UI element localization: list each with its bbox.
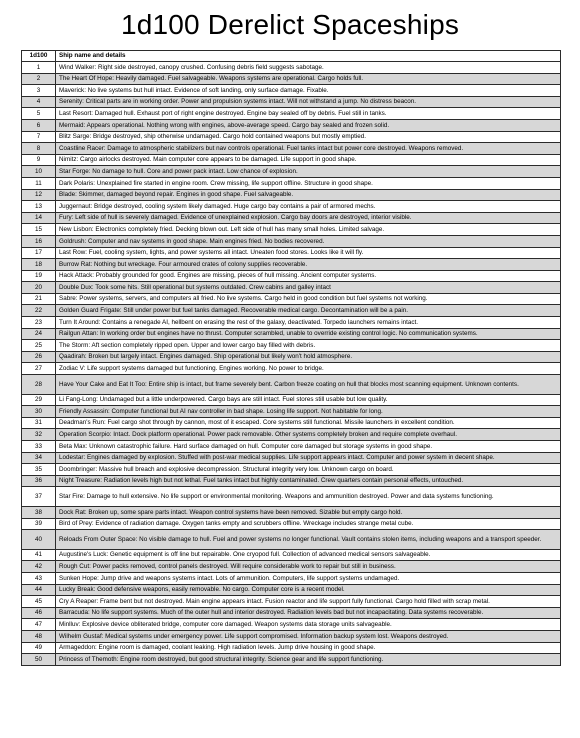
table-header-row <box>22 51 561 62</box>
roll-number: 18 <box>22 259 56 271</box>
table-row <box>22 584 561 596</box>
ship-details: Operation Scorpio: Intact. Dock platform operational. Power pack removable. Other systems completely broken and require complete overhaul. <box>56 429 561 441</box>
roll-number: 25 <box>22 340 56 352</box>
ship-details: Reloads From Outer Space: No visible damage to hull. Fuel and power systems no longer functional. Vault contains stolen items, including weapons and a transport speeder. <box>56 530 561 550</box>
table-row <box>22 282 561 294</box>
ship-details: Sunken Hope: Jump drive and weapons systems intact. Lots of ammunition. Computers, life support systems undamaged. <box>56 572 561 584</box>
table-row <box>22 317 561 329</box>
ship-details: Doombringer: Massive hull breach and explosive decompression. Structural integrity very low. Unknown cargo on board. <box>56 464 561 476</box>
ship-details: Star Forge: No damage to hull. Core and power pack intact. Low chance of explosion. <box>56 166 561 178</box>
roll-table <box>21 50 561 666</box>
table-row <box>22 487 561 507</box>
roll-number: 39 <box>22 518 56 530</box>
ship-details: Cry A Reaper: Frame bent but not destroyed. Main engine appears intact. Fusion reactor and life support fully functional. Cargo hold filled with scrap metal. <box>56 596 561 608</box>
ship-details: Night Treasure: Radiation levels high but not lethal. Fuel tanks intact but highly contaminated. Crew quarters contain personal effects, untouched. <box>56 475 561 487</box>
table-row <box>22 429 561 441</box>
table-row <box>22 235 561 247</box>
table-row <box>22 201 561 213</box>
roll-number: 48 <box>22 630 56 642</box>
roll-number: 44 <box>22 584 56 596</box>
ship-details: Have Your Cake and Eat It Too: Entire ship is intact, but frame severely bent. Carbon freeze coating on hull that blocks most scanning equipment. Unknown contents. <box>56 375 561 395</box>
page-title: 1d100 Derelict Spaceships <box>120 9 460 40</box>
table-row <box>22 305 561 317</box>
table-row <box>22 375 561 395</box>
ship-details: The Heart Of Hope: Heavily damaged. Fuel salvageable. Weapons systems are operational. Cargo holds full. <box>56 73 561 85</box>
roll-number: 6 <box>22 119 56 131</box>
roll-number: 13 <box>22 201 56 213</box>
roll-number: 15 <box>22 224 56 236</box>
table-row <box>22 596 561 608</box>
roll-number: 20 <box>22 282 56 294</box>
roll-number: 46 <box>22 607 56 619</box>
ship-details: Li Fang-Long: Undamaged but a little underpowered. Cargo bays are still intact. Fuel stores still usable but low quality. <box>56 394 561 406</box>
roll-number: 40 <box>22 530 56 550</box>
ship-details: Railgun Attan: In working order but engines have no thrust. Computer scrambled, unable to override existing control logic. No communication systems. <box>56 328 561 340</box>
ship-details: Last Row: Fuel, cooling system, lights, and power systems all intact. Uneaten food stores. Looks like it will fly. <box>56 247 561 259</box>
table-row <box>22 394 561 406</box>
ship-details: The Storm: Aft section completely ripped open. Upper and lower cargo bay filled with debris. <box>56 340 561 352</box>
roll-number: 16 <box>22 235 56 247</box>
roll-number: 5 <box>22 108 56 120</box>
ship-details: Double Dux: Took some hits. Still operational but systems outdated. Crew cabins and galley intact <box>56 282 561 294</box>
table-row <box>22 62 561 74</box>
table-row <box>22 475 561 487</box>
ship-details: Lodestar: Engines damaged by explosion. Stuffed with post-war medical supplies. Life support appears intact. Computer and power system in decent shape. <box>56 452 561 464</box>
ship-details: Rough Cut: Power packs removed, control panels destroyed. Will require considerable work to repair but still in business. <box>56 561 561 573</box>
ship-details: Burrow Rat: Nothing but wreckage. Four armoured crates of colony supplies recoverable. <box>56 259 561 271</box>
ship-details: Nimitz: Cargo airlocks destroyed. Main computer core appears to be damaged. Life support in good shape. <box>56 154 561 166</box>
table-row <box>22 607 561 619</box>
ship-details: New Lisbon: Electronics completely fried. Decking blown out. Left side of hull has many small holes. Limited salvage. <box>56 224 561 236</box>
roll-number: 4 <box>22 96 56 108</box>
roll-number: 45 <box>22 596 56 608</box>
roll-number: 47 <box>22 619 56 631</box>
table-row <box>22 441 561 453</box>
ship-details: Serenity: Critical parts are in working order. Power and propulsion systems intact. Will not withstand a jump. No distress beacon. <box>56 96 561 108</box>
table-row <box>22 85 561 97</box>
roll-number: 29 <box>22 394 56 406</box>
ship-details: Augustine's Luck: Genetic equipment is off line but repairable. One cryopod full. Collection of advanced medical sensors salvageable. <box>56 549 561 561</box>
roll-number: 7 <box>22 131 56 143</box>
table-row <box>22 549 561 561</box>
ship-details: Bird of Prey: Evidence of radiation damage. Oxygen tanks empty and scrubbers offline. Wreckage includes strange metal cube. <box>56 518 561 530</box>
column-header-details: Ship name and details <box>56 51 561 62</box>
table-row <box>22 247 561 259</box>
table-row <box>22 619 561 631</box>
ship-details: Zodiac V: Life support systems damaged but functioning. Engines working. No power to bridge. <box>56 363 561 375</box>
ship-details: Hack Attack: Probably grounded for good. Engines are missing, pieces of hull missing. Ancient computer systems. <box>56 270 561 282</box>
ship-details: Coastline Racer: Damage to atmospheric stabilizers but nav controls operational. Fuel tanks intact but power core destroyed. Weapons removed. <box>56 143 561 155</box>
ship-details: Friendly Assassin: Computer functional but AI nav controller in bad shape. Losing life support. Not habitable for long. <box>56 406 561 418</box>
roll-number: 50 <box>22 654 56 666</box>
roll-number: 3 <box>22 85 56 97</box>
table-body <box>22 62 561 666</box>
table-row <box>22 189 561 201</box>
table-row <box>22 212 561 224</box>
ship-details: Minlluv: Explosive device obliterated bridge, computer core damaged. Weapon systems data storage units salvageable. <box>56 619 561 631</box>
roll-number: 2 <box>22 73 56 85</box>
roll-number: 35 <box>22 464 56 476</box>
roll-number: 22 <box>22 305 56 317</box>
column-header-roll: 1d100 <box>22 51 56 62</box>
table-row <box>22 340 561 352</box>
roll-number: 41 <box>22 549 56 561</box>
table-row <box>22 452 561 464</box>
table-row <box>22 530 561 550</box>
roll-number: 27 <box>22 363 56 375</box>
roll-number: 12 <box>22 189 56 201</box>
table-row <box>22 464 561 476</box>
table-row <box>22 131 561 143</box>
ship-details: Star Fire: Damage to hull extensive. No life support or environmental monitoring. Weapons and ammunition destroyed. Power and data systems functioning. <box>56 487 561 507</box>
ship-details: Wind Walker: Right side destroyed, canopy crushed. Confusing debris field suggests sabotage. <box>56 62 561 74</box>
roll-number: 36 <box>22 475 56 487</box>
table-row <box>22 96 561 108</box>
ship-details: Beta Max: Unknown catastrophic failure. Hard surface damaged on hull. Computer core damaged but storage systems in good shape. <box>56 441 561 453</box>
roll-number: 28 <box>22 375 56 395</box>
roll-number: 42 <box>22 561 56 573</box>
table-row <box>22 518 561 530</box>
table-row <box>22 363 561 375</box>
roll-number: 33 <box>22 441 56 453</box>
ship-details: Goldrush: Computer and nav systems in good shape. Main engines fried. No bodies recovered. <box>56 235 561 247</box>
ship-details: Mermaid: Appears operational. Nothing wrong with engines, above-average speed. Cargo bay sealed and frozen solid. <box>56 119 561 131</box>
ship-details: Turn It Around: Contains a renegade AI, hellbent on erasing the rest of the galaxy, deactivated. Torpedo launchers remains intact. <box>56 317 561 329</box>
table-row <box>22 561 561 573</box>
table-row <box>22 224 561 236</box>
roll-number: 11 <box>22 177 56 189</box>
roll-number: 32 <box>22 429 56 441</box>
roll-number: 34 <box>22 452 56 464</box>
roll-number: 24 <box>22 328 56 340</box>
roll-number: 31 <box>22 417 56 429</box>
ship-details: Wilhelm Gustaf: Medical systems under emergency power. Life support compromised. Information backup system lost. Weapons destroyed. <box>56 630 561 642</box>
roll-number: 1 <box>22 62 56 74</box>
roll-number: 30 <box>22 406 56 418</box>
ship-details: Princess of Themoth: Engine room destroyed, but good structural integrity. Science gear and life support functioning. <box>56 654 561 666</box>
ship-details: Fury: Left side of hull is severely damaged. Evidence of unexplained explosion. Cargo bay doors are destroyed, interior visible. <box>56 212 561 224</box>
roll-number: 9 <box>22 154 56 166</box>
ship-details: Lucky Break: Good defensive weapons, easily removable. No cargo. Computer core is a recent model. <box>56 584 561 596</box>
table-row <box>22 166 561 178</box>
table-row <box>22 143 561 155</box>
table-row <box>22 506 561 518</box>
roll-number: 21 <box>22 293 56 305</box>
table-row <box>22 154 561 166</box>
roll-number: 14 <box>22 212 56 224</box>
ship-details: Barracuda: No life support systems. Much of the outer hull and interior destroyed. Radiation levels bad but not incapacitating. Data systems recoverable. <box>56 607 561 619</box>
ship-details: Qaadirah: Broken but largely intact. Engines damaged. Ship operational but likely won't hold atmosphere. <box>56 351 561 363</box>
table-row <box>22 406 561 418</box>
table-row <box>22 630 561 642</box>
ship-details: Last Resort: Damaged hull. Exhaust port of right engine destroyed. Engine bay sealed off by debris. Fuel still in tanks. <box>56 108 561 120</box>
table-row <box>22 654 561 666</box>
ship-details: Golden Guard Frigate: Still under power but fuel tanks damaged. Recoverable medical cargo. Decontamination will be a pain. <box>56 305 561 317</box>
roll-number: 23 <box>22 317 56 329</box>
table-row <box>22 119 561 131</box>
table-row <box>22 642 561 654</box>
table-row <box>22 293 561 305</box>
ship-details: Sabre: Power systems, servers, and computers all fried. No live systems. Cargo held in good condition but fuel systems not working. <box>56 293 561 305</box>
ship-details: Deadman's Run: Fuel cargo shot through by cannon, most of it escaped. Core systems still functional. Missile launchers in excellent condition. <box>56 417 561 429</box>
ship-details: Blitz Sarge: Bridge destroyed, ship otherwise undamaged. Cargo hold contained weapons but mostly emptied. <box>56 131 561 143</box>
ship-details: Dock Rat: Broken up, some spare parts intact. Weapon control systems have been removed. Sizable but empty cargo hold. <box>56 506 561 518</box>
roll-number: 19 <box>22 270 56 282</box>
ship-details: Armageddon: Engine room is damaged, coolant leaking. High radiation levels. Jump drive housing in good shape. <box>56 642 561 654</box>
table-row <box>22 177 561 189</box>
ship-details: Dark Polaris: Unexplained fire started in engine room. Crew missing, life support offline. Structure in good shape. <box>56 177 561 189</box>
ship-details: Blade: Skimmer, damaged beyond repair. Engines in good shape. Fuel salvageable. <box>56 189 561 201</box>
table-row <box>22 417 561 429</box>
ship-details: Juggernaut: Bridge destroyed, cooling system likely damaged. Huge cargo bay contains a pair of armored mechs. <box>56 201 561 213</box>
roll-number: 37 <box>22 487 56 507</box>
roll-number: 8 <box>22 143 56 155</box>
roll-number: 26 <box>22 351 56 363</box>
roll-number: 38 <box>22 506 56 518</box>
table-row <box>22 73 561 85</box>
table-row <box>22 270 561 282</box>
table-row <box>22 328 561 340</box>
table-row <box>22 351 561 363</box>
roll-number: 49 <box>22 642 56 654</box>
table-row <box>22 572 561 584</box>
ship-details: Maverick: No live systems but hull intact. Evidence of soft landing, only surface damage. Fixable. <box>56 85 561 97</box>
roll-number: 17 <box>22 247 56 259</box>
roll-number: 43 <box>22 572 56 584</box>
table-row <box>22 108 561 120</box>
table-row <box>22 259 561 271</box>
roll-number: 10 <box>22 166 56 178</box>
